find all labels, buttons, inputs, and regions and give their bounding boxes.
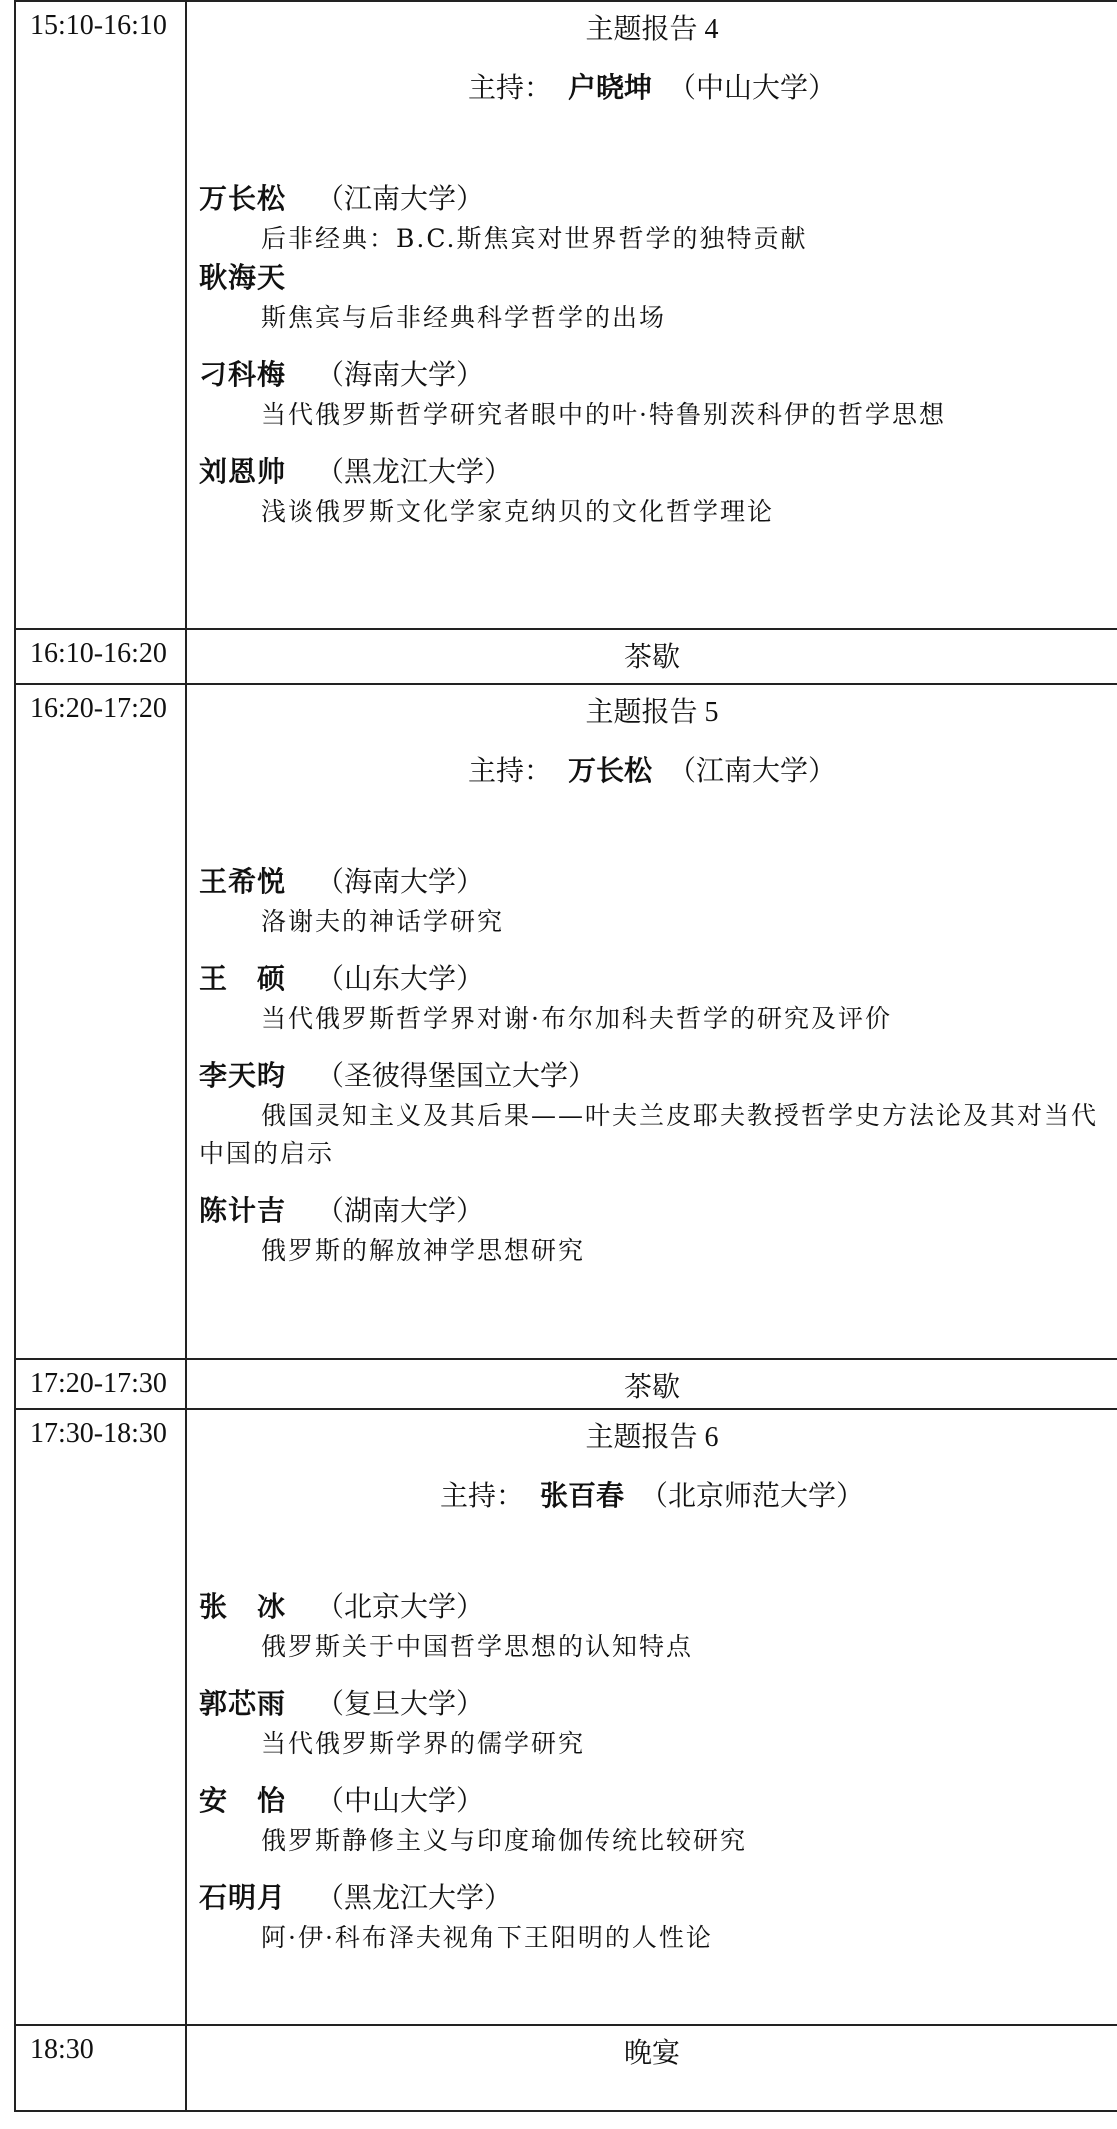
speaker	[199, 1191, 1107, 1232]
host-affiliation: （北京师范大学）	[640, 1481, 865, 1512]
speaker	[199, 355, 1107, 396]
host-name: 张百春	[539, 1480, 624, 1511]
time-cell: 16:10-16:20	[15, 629, 186, 684]
speaker	[199, 1587, 1107, 1628]
speaker-affiliation: （海南大学）	[316, 360, 485, 391]
host-name: 万长松	[567, 755, 652, 786]
talk-topic: 后非经典：B.C.斯焦宾对世界哲学的独特贡献	[261, 224, 808, 253]
session-host	[187, 68, 1117, 109]
talk-topic: 阿·伊·科布泽夫视角下王阳明的人性论	[261, 1923, 713, 1952]
session-content	[186, 1409, 1117, 2025]
speaker	[199, 452, 1107, 493]
session-content	[186, 684, 1117, 1359]
speaker-affiliation: （中山大学）	[316, 1786, 485, 1817]
talk-list	[187, 1587, 1117, 1957]
host-prefix: 主持：	[439, 1481, 524, 1512]
session-row	[15, 1409, 1117, 2025]
time-cell: 15:10-16:10	[15, 1, 186, 629]
speaker	[199, 1878, 1107, 1919]
speaker-name: 安 怡	[199, 1785, 287, 1816]
talk-list	[187, 179, 1117, 531]
session-content	[186, 1, 1117, 629]
speaker-affiliation: （黑龙江大学）	[316, 1883, 513, 1914]
session-title: 主题报告 6	[585, 1422, 719, 1453]
host-prefix: 主持：	[467, 73, 552, 104]
speaker-name: 耿海天	[199, 262, 287, 293]
break-row	[15, 1359, 1117, 1409]
speaker-affiliation: （黑龙江大学）	[316, 457, 513, 488]
talk-topic: 俄罗斯关于中国哲学思想的认知特点	[261, 1632, 694, 1661]
session-row	[15, 1, 1117, 629]
talk-topic: 当代俄罗斯哲学研究者眼中的叶·特鲁别茨科伊的哲学思想	[261, 400, 946, 429]
host-affiliation: （江南大学）	[668, 756, 837, 787]
speaker-affiliation: （复旦大学）	[316, 1689, 485, 1720]
time-cell: 17:20-17:30	[15, 1359, 186, 1409]
speaker-name: 郭芯雨	[199, 1688, 287, 1719]
speaker-affiliation: （海南大学）	[316, 867, 485, 898]
speaker	[199, 258, 1107, 299]
talk-topic: 俄罗斯静修主义与印度瑜伽传统比较研究	[261, 1826, 748, 1855]
host-affiliation: （中山大学）	[668, 73, 837, 104]
speaker-name: 刘恩帅	[199, 456, 287, 487]
dinner-label: 晚宴	[623, 2038, 680, 2069]
talk-topic: 当代俄罗斯学界的儒学研究	[261, 1729, 586, 1758]
speaker	[199, 179, 1107, 220]
talk-topic: 浅谈俄罗斯文化学家克纳贝的文化哲学理论	[261, 497, 775, 526]
host-name: 户晓坤	[567, 72, 652, 103]
speaker-affiliation: （山东大学）	[316, 964, 485, 995]
speaker-name: 石明月	[199, 1882, 287, 1913]
time-cell: 18:30	[15, 2025, 186, 2111]
speaker-name: 李天昀	[199, 1060, 287, 1091]
schedule-table	[14, 0, 1117, 2112]
speaker-affiliation: （北京大学）	[316, 1592, 485, 1623]
break-label: 茶歇	[623, 1372, 680, 1403]
session-host	[187, 1476, 1117, 1517]
talk-topic: 俄国灵知主义及其后果——叶夫兰皮耶夫教授哲学史方法论及其对当代中国的启示	[199, 1101, 1099, 1168]
speaker	[199, 1684, 1107, 1725]
session-title: 主题报告 5	[585, 697, 719, 728]
speaker	[199, 862, 1107, 903]
time-cell: 16:20-17:20	[15, 684, 186, 1359]
break-cell	[186, 629, 1117, 684]
host-prefix: 主持：	[467, 756, 552, 787]
speaker-name: 张 冰	[199, 1591, 287, 1622]
session-row	[15, 684, 1117, 1359]
break-label: 茶歇	[623, 642, 680, 673]
speaker-name: 陈计吉	[199, 1195, 287, 1226]
speaker-affiliation: （江南大学）	[316, 184, 485, 215]
talk-list	[187, 862, 1117, 1270]
speaker-name: 刁科梅	[199, 359, 287, 390]
speaker-name: 王希悦	[199, 866, 287, 897]
talk-topic: 当代俄罗斯哲学界对谢·布尔加科夫哲学的研究及评价	[261, 1004, 892, 1033]
speaker-affiliation: （湖南大学）	[316, 1196, 485, 1227]
dinner-cell	[186, 2025, 1117, 2111]
speaker-name: 万长松	[199, 183, 287, 214]
break-cell	[186, 1359, 1117, 1409]
session-host	[187, 751, 1117, 792]
speaker	[199, 1056, 1107, 1097]
speaker-affiliation: （圣彼得堡国立大学）	[316, 1061, 597, 1092]
talk-topic: 斯焦宾与后非经典科学哲学的出场	[261, 303, 667, 332]
speaker	[199, 1781, 1107, 1822]
speaker-name: 王 硕	[199, 963, 287, 994]
talk-topic: 洛谢夫的神话学研究	[261, 907, 505, 936]
time-cell: 17:30-18:30	[15, 1409, 186, 2025]
break-row	[15, 629, 1117, 684]
dinner-row	[15, 2025, 1117, 2111]
speaker	[199, 959, 1107, 1000]
talk-topic: 俄罗斯的解放神学思想研究	[261, 1236, 586, 1265]
session-title: 主题报告 4	[585, 14, 719, 45]
